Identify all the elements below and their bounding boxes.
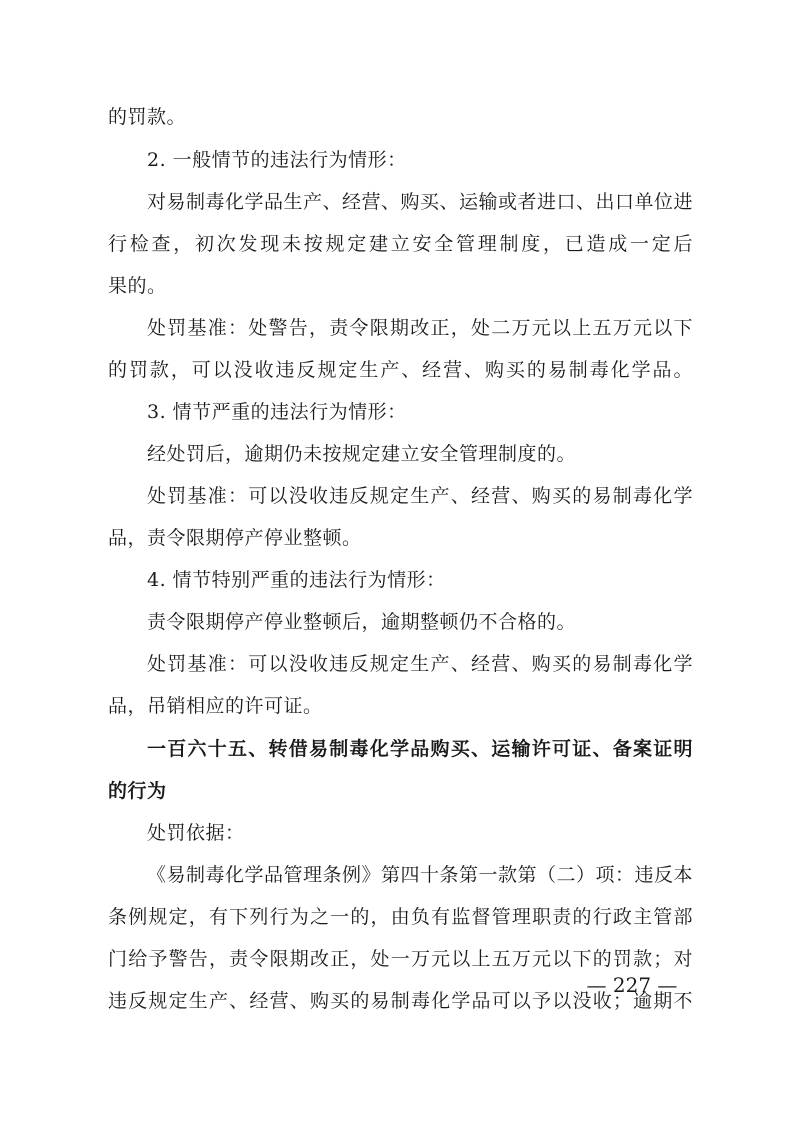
text-line: 经处罚后，逾期仍未按规定建立安全管理制度的。 (147, 443, 577, 465)
section-heading-continued: 的行为 (108, 780, 167, 802)
subheading-general-circumstance: 2. 一般情节的违法行为情形： (147, 149, 407, 171)
text-line: 责令限期停产停业整顿后，逾期整顿仍不合格的。 (147, 611, 577, 633)
text-line: 的罚款，可以没收违反规定生产、经营、购买的易制毒化学品。 (108, 359, 693, 381)
section-heading: 一百六十五、转借易制毒化学品购买、运输许可证、备案证明 (147, 738, 693, 760)
text-line: 行检查，初次发现未按规定建立安全管理制度，已造成一定后 (108, 233, 693, 255)
text-line: 对易制毒化学品生产、经营、购买、运输或者进口、出口单位进 (147, 191, 694, 213)
text-line: 《易制毒化学品管理条例》第四十条第一款第（二）项：违反本 (147, 864, 694, 886)
text-line: 处罚依据： (147, 822, 245, 844)
text-line: 处罚基准：可以没收违反规定生产、经营、购买的易制毒化学 (147, 653, 693, 675)
text-line: 处罚基准：可以没收违反规定生产、经营、购买的易制毒化学 (147, 485, 693, 507)
text-line: 果的。 (108, 275, 167, 297)
page-number: — 227 — (586, 973, 678, 997)
subheading-serious-circumstance: 3. 情节严重的违法行为情形： (147, 401, 407, 423)
subheading-especially-serious-circumstance: 4. 情节特别严重的违法行为情形： (147, 569, 446, 591)
text-line: 条例规定，有下列行为之一的，由负有监督管理职责的行政主管部 (108, 906, 693, 928)
text-line: 门给予警告，责令限期改正，处一万元以上五万元以下的罚款；对 (108, 948, 693, 970)
text-line: 违反规定生产、经营、购买的易制毒化学品可以予以没收；逾期不 (108, 990, 693, 1012)
text-line: 处罚基准：处警告，责令限期改正，处二万元以上五万元以下 (147, 317, 693, 339)
text-line: 品，责令限期停产停业整顿。 (108, 527, 362, 549)
text-line: 的罚款。 (108, 106, 187, 128)
text-line: 品，吊销相应的许可证。 (108, 695, 323, 717)
